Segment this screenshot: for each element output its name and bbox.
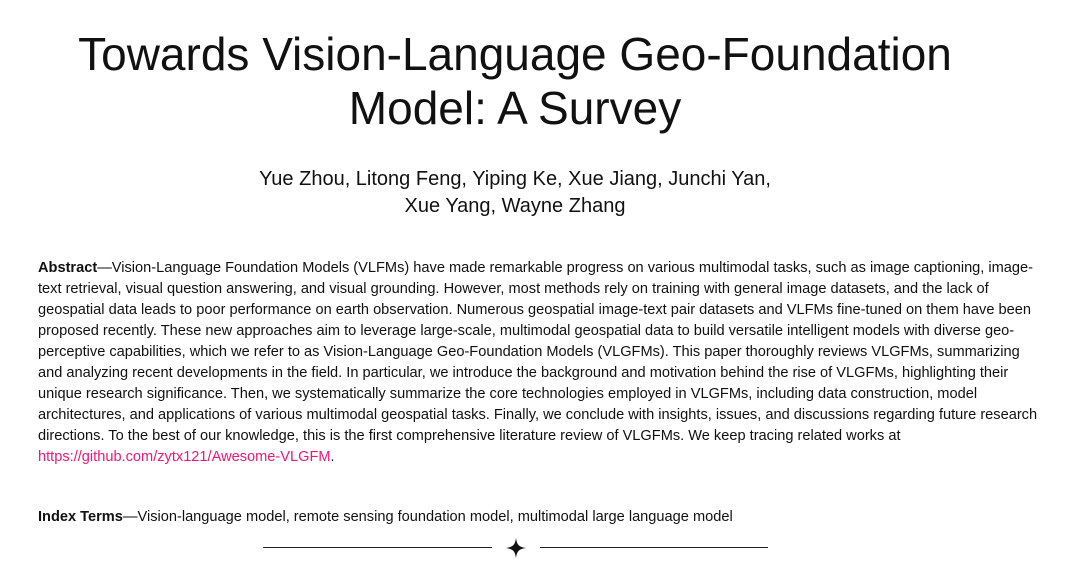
index-terms-heading: Index Terms xyxy=(38,509,123,525)
abstract-end: . xyxy=(330,449,335,465)
separator-line-right xyxy=(540,547,768,548)
authors-line-1: Yue Zhou, Litong Feng, Yiping Ke, Xue Jiang, Junchi Yan, xyxy=(259,168,771,190)
index-terms-body: —Vision-language model, remote sensing foundation model, multimodal large language model xyxy=(122,509,733,525)
abstract-heading: Abstract xyxy=(38,260,98,276)
index-terms xyxy=(38,507,1038,528)
four-point-star-icon xyxy=(505,537,527,559)
abstract-paragraph xyxy=(38,258,1038,468)
abstract-body: —Vision-Language Foundation Models (VLFMs) have made remarkable progress on various multimodal tasks, such as image captioning, image-text retrieval, visual question answering, and visual grounding. However, most methods rely on training with general image datasets, and the lack of geospatial data leads to poor performance on earth observation. Numerous geospatial image-text pair datasets and VLFMs fine-tuned on them have been proposed recently. These new approaches aim to leverage large-scale, multimodal geospatial data to build versatile intelligent models with diverse geo-perceptive capabilities, which we refer to as Vision-Language Geo-Foundation Models (VLGFMs). This paper thoroughly reviews VLGFMs, summarizing and analyzing recent developments in the field. In particular, we introduce the background and motivation behind the rise of VLGFMs, highlighting their unique research significance. Then, we systematically summarize the core technologies employed in VLGFMs, including data construction, model architectures, and applications of various multimodal geospatial tasks. Finally, we conclude with insights, issues, and discussions regarding future research directions. To the best of our knowledge, this is the first comprehensive literature review of VLGFMs. We keep tracing related works at xyxy=(38,260,1038,444)
github-link[interactable]: https://github.com/zytx121/Awesome-VLGFM xyxy=(38,449,331,465)
paper-title xyxy=(20,27,1010,135)
title-line-1: Towards Vision-Language Geo-Foundation xyxy=(78,28,952,80)
author-list xyxy=(20,166,1010,220)
separator-line-left xyxy=(263,547,492,548)
authors-line-2: Xue Yang, Wayne Zhang xyxy=(404,195,626,217)
title-line-2: Model: A Survey xyxy=(348,82,682,134)
